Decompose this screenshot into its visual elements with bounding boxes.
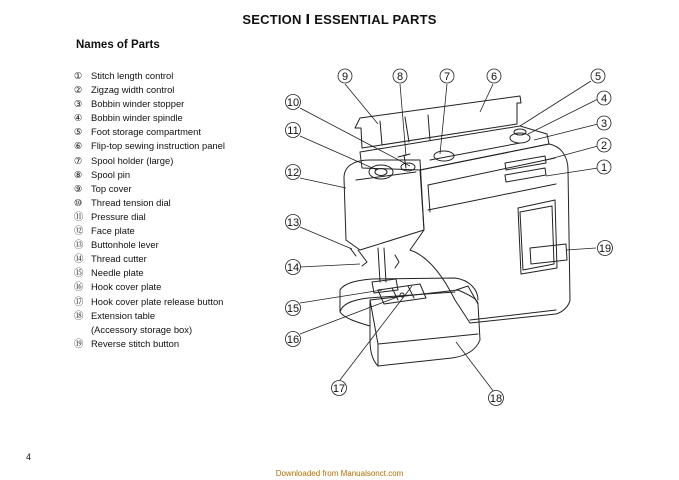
- callout-17-label: 17: [332, 383, 346, 395]
- part-label: Thread tension dial: [91, 196, 171, 208]
- part-label: Zigzag width control: [91, 84, 175, 96]
- part-label: Spool pin: [91, 168, 131, 180]
- part-label: Stitch length control: [91, 70, 174, 81]
- callout-3-label: 3: [600, 118, 608, 130]
- part-number: ⑬: [74, 239, 84, 251]
- callout-8-label: 8: [396, 71, 404, 83]
- part-number: ⑪: [74, 210, 84, 222]
- part-label: Foot storage compartment: [91, 126, 201, 138]
- part-number: ⑤: [74, 126, 83, 138]
- part-label: Top cover: [91, 182, 132, 194]
- callout-13-label: 13: [286, 217, 300, 229]
- part-label: Extension table: [91, 309, 156, 321]
- callout-9: [338, 69, 352, 83]
- part-number: ②: [74, 84, 83, 96]
- part-label: Hook cover plate release button: [91, 295, 224, 307]
- part-number: ⑯: [74, 281, 84, 293]
- names-of-parts-heading: Names of Parts: [76, 39, 160, 51]
- part-label: Thread cutter: [91, 253, 147, 265]
- callout-18: [489, 391, 504, 406]
- part-number: ⑧: [74, 168, 83, 180]
- page-number: 4: [26, 452, 32, 462]
- callout-4-label: 4: [600, 93, 608, 105]
- part-number: ⑦: [74, 154, 83, 166]
- part-label: Face plate: [91, 225, 135, 237]
- part-label: Bobbin winder spindle: [91, 112, 183, 124]
- part-number: ③: [74, 98, 83, 110]
- callout-5: [591, 69, 605, 83]
- callout-16: [286, 332, 301, 347]
- callout-7: [440, 69, 454, 83]
- part-label: Bobbin winder stopper: [91, 98, 185, 110]
- callout-14: [286, 260, 301, 275]
- part-label: Flip-top sewing instruction panel: [91, 140, 225, 152]
- callout-7-label: 7: [443, 71, 451, 83]
- part-number: ⑲: [74, 337, 84, 349]
- callout-16-label: 16: [286, 334, 300, 346]
- callout-18-label: 18: [489, 393, 503, 405]
- part-number: ⑫: [74, 225, 84, 237]
- callout-12: [286, 165, 301, 180]
- callout-15-label: 15: [286, 303, 300, 315]
- part-label: Spool holder (large): [91, 154, 174, 166]
- callout-5-label: 5: [594, 71, 602, 83]
- callout-8: [393, 69, 407, 83]
- callout-10: [286, 95, 301, 110]
- callout-14-label: 14: [286, 262, 300, 274]
- section-title: SECTION Ⅰ ESSENTIAL PARTS: [242, 12, 437, 27]
- callout-9-label: 9: [341, 71, 349, 83]
- part-number: ⑥: [74, 140, 83, 152]
- part-label: Pressure dial: [91, 210, 146, 222]
- callout-2: [597, 138, 611, 152]
- part-number: ⑩: [74, 196, 83, 208]
- download-source-footer[interactable]: Downloaded from Manualsonct.com: [275, 469, 404, 478]
- sewing-machine-illustration: [340, 96, 570, 366]
- callout-10-label: 10: [286, 97, 300, 109]
- callout-12-label: 12: [286, 167, 300, 179]
- callout-3: [597, 116, 611, 130]
- callout-15: [286, 301, 301, 316]
- part-label: Hook cover plate: [91, 281, 162, 293]
- callout-11: [286, 123, 301, 138]
- part-number: ④: [74, 112, 83, 124]
- callout-13: [286, 215, 301, 230]
- part-label: Needle plate: [91, 267, 144, 279]
- part-label: Buttonhole lever: [91, 239, 159, 251]
- part-number: ⑭: [74, 253, 84, 265]
- part-number: ⑨: [74, 182, 83, 194]
- callout-6: [487, 69, 501, 83]
- callout-19-label: 19: [598, 243, 612, 255]
- callout-6-label: 6: [490, 71, 498, 83]
- callout-19: [598, 241, 613, 256]
- callout-17: [332, 381, 347, 396]
- callout-4: [597, 91, 611, 105]
- callout-1-label: 1: [600, 162, 608, 174]
- part-number: ⑰: [74, 295, 84, 307]
- callout-2-label: 2: [600, 140, 608, 152]
- callout-11-label: 11: [287, 125, 299, 137]
- callout-markers: [286, 69, 613, 406]
- callout-1: [597, 160, 611, 174]
- part-number: ⑱: [74, 309, 84, 321]
- part-label-note: (Accessory storage box): [91, 323, 193, 335]
- part-number: ⑮: [74, 267, 84, 279]
- part-number: ①: [74, 70, 83, 81]
- part-label: Reverse stitch button: [91, 337, 180, 349]
